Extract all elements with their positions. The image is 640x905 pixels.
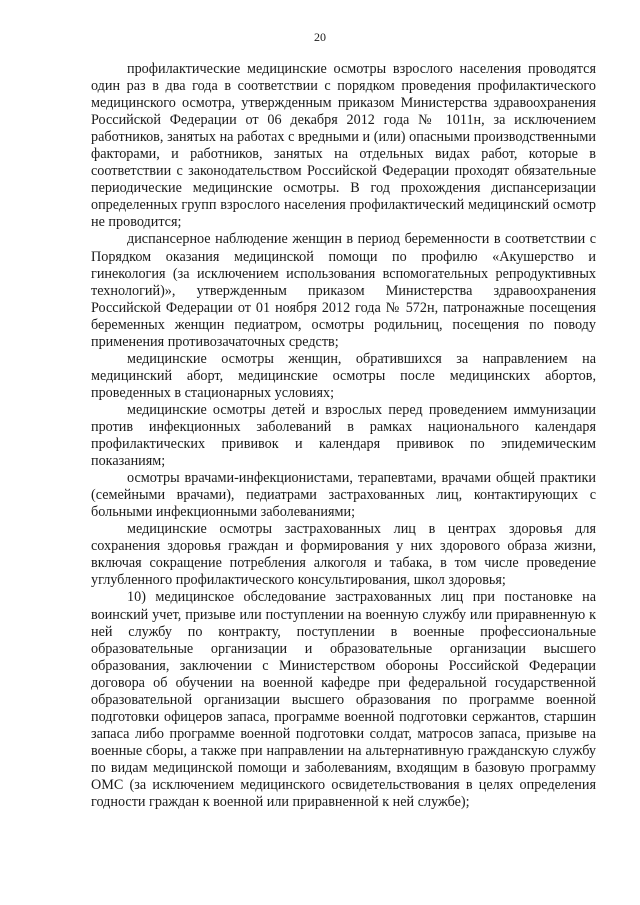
paragraph-infectious-contacts: осмотры врачами-инфекционистами, терапевтами, врачами общей практики (семейными врачами), педиатрами застрахованных лиц, контактирующих с больными инфекционными заболеваниями; [91,470,596,521]
paragraph-military-exams: 10) медицинское обследование застрахованных лиц при постановке на воинский учет, призыве или поступлении на военную службу или приравненную к ней службу по контракту, поступлении в военные профессиональные образовательные организации и образовательные организации высшего образования, заключении с Министерством обороны Российской Федерации договора об обучении на военной кафедре при федеральной государственной образовательной организации высшего образования по программе военной подготовки офицеров запаса, программе военной подготовки сержантов, старшин запаса либо программе военной подготовки солдат, матросов запаса, призыве на военные сборы, а также при направлении на альтернативную гражданскую службу по видам медицинской помощи и заболеваниям, входящим в базовую программу ОМС (за исключением медицинского освидетельствования в целях определения годности граждан к военной или приравненной к ней службе); [91,589,596,811]
page-number: 20 [314,30,326,44]
paragraph-immunization-exams: медицинские осмотры детей и взрослых перед проведением иммунизации против инфекционных заболеваний в рамках национального календаря профилактических прививок и календаря прививок по эпидемическим показаниям; [91,401,596,470]
paragraph-pregnancy-monitoring: диспансерное наблюдение женщин в период беременности в соответствии с Порядком оказания медицинской помощи по профилю «Акушерство и гинекология (за исключением использования вспомогательных репродуктивных технологий)», утвержденным приказом Министерства здравоохранения Российской Федерации от 01 ноября 2012 года № 572н, патронажные посещения беременных женщин педиатром, осмотры родильниц, посещения по поводу применения противозачаточных средств; [91,231,596,350]
paragraph-preventive-exams: профилактические медицинские осмотры взрослого населения проводятся один раз в два года в соответствии с порядком проведения профилактического медицинского осмотра, утвержденным приказом Министерства здравоохранения Российской Федерации от 06 декабря 2012 года № 1011н, за исключением работников, занятых на работах с вредными и (или) опасными производственными факторами, и работников, занятых на отдельных видах работ, которые в соответствии с законодательством Российской Федерации проходят обязательные периодические медицинские осмотры. В год прохождения диспансеризации определенных групп взрослого населения профилактический медицинский осмотр не проводится; [91,61,596,231]
document-body [91,61,596,811]
paragraph-health-centers: медицинские осмотры застрахованных лиц в центрах здоровья для сохранения здоровья граждан и формирования у них здорового образа жизни, включая сокращение потребления алкоголя и табака, в том числе проведение углубленного профилактического консультирования, школ здоровья; [91,521,596,589]
paragraph-abortion-exams: медицинские осмотры женщин, обратившихся за направлением на медицинский аборт, медицинские осмотры после медицинских абортов, проведенных в стационарных условиях; [91,350,596,401]
